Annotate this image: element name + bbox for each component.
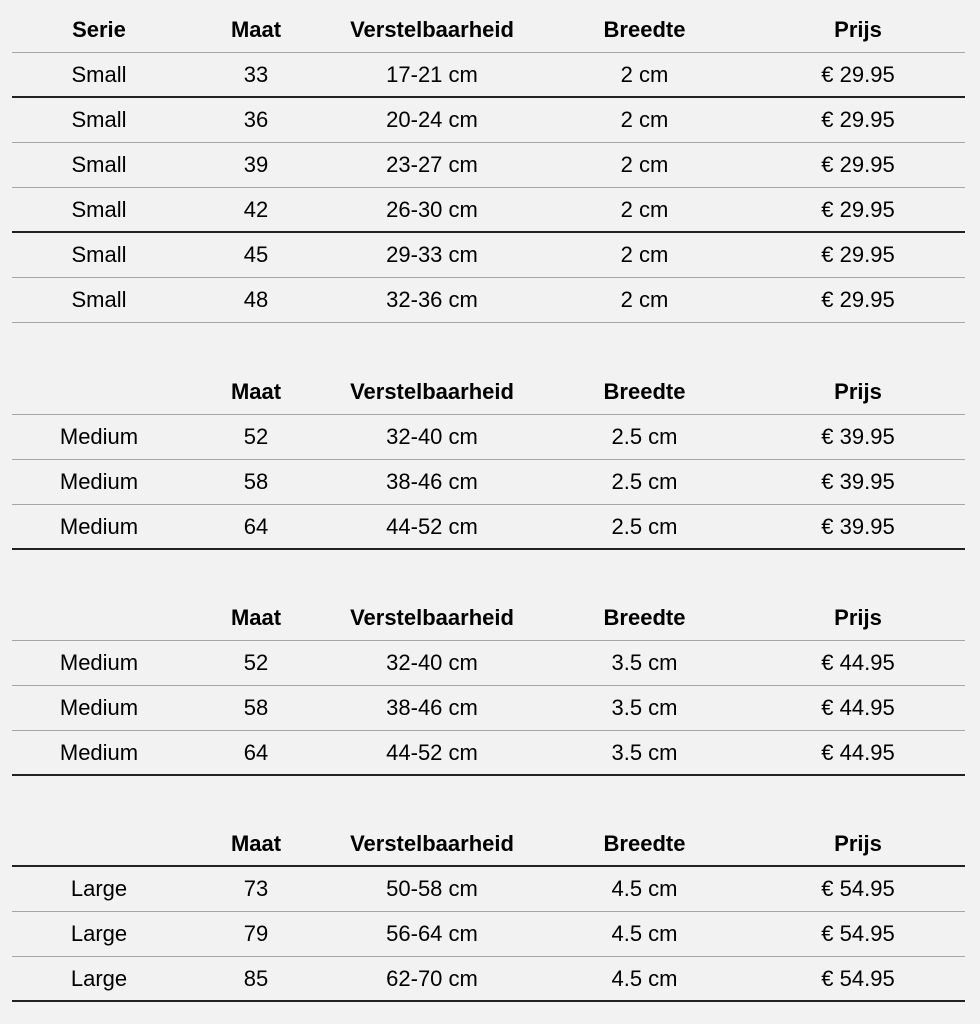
cell-maat: 39 xyxy=(243,152,269,177)
cell-prijs: € 54.95 xyxy=(821,876,895,901)
table-row xyxy=(12,143,965,188)
header-prijs: Prijs xyxy=(834,605,882,630)
table-row xyxy=(12,505,965,550)
cell-verstelbaarheid: 20-24 cm xyxy=(386,107,478,132)
cell-verstelbaarheid: 50-58 cm xyxy=(386,876,478,901)
cell-maat: 33 xyxy=(243,61,269,87)
table-row xyxy=(12,415,965,460)
cell-prijs: € 29.95 xyxy=(821,107,895,132)
cell-verstelbaarheid: 56-64 cm xyxy=(386,921,478,946)
cell-serie: Medium xyxy=(59,469,139,494)
header-breedte: Breedte xyxy=(603,605,686,630)
table-row xyxy=(12,867,965,912)
table-row xyxy=(12,912,965,957)
table-row xyxy=(12,731,965,776)
cell-serie: Medium xyxy=(59,739,139,765)
table-row xyxy=(12,278,965,323)
header-breedte: Breedte xyxy=(603,17,686,42)
cell-maat: 64 xyxy=(243,739,269,765)
cell-serie: Small xyxy=(71,152,127,177)
cell-breedte: 2 cm xyxy=(620,61,669,87)
header-serie: Serie xyxy=(72,17,126,42)
cell-breedte: 2 cm xyxy=(620,152,669,177)
table-header xyxy=(12,8,965,53)
size-table-small xyxy=(12,8,965,323)
cell-maat: 58 xyxy=(243,695,269,720)
table-row xyxy=(12,957,965,1002)
cell-prijs: € 29.95 xyxy=(821,287,895,312)
header-prijs: Prijs xyxy=(834,830,882,856)
cell-verstelbaarheid: 17-21 cm xyxy=(386,61,478,87)
header-verstelbaarheid: Verstelbaarheid xyxy=(350,605,514,630)
cell-prijs: € 39.95 xyxy=(821,469,895,494)
cell-verstelbaarheid: 32-36 cm xyxy=(386,287,478,312)
header-verstelbaarheid: Verstelbaarheid xyxy=(350,17,514,42)
cell-maat: 45 xyxy=(243,242,269,267)
cell-serie: Large xyxy=(70,876,128,901)
cell-verstelbaarheid: 32-40 cm xyxy=(386,424,478,449)
header-verstelbaarheid: Verstelbaarheid xyxy=(350,830,514,856)
cell-prijs: € 44.95 xyxy=(821,695,895,720)
table-row xyxy=(12,188,965,233)
table-row xyxy=(12,460,965,505)
cell-breedte: 2.5 cm xyxy=(611,469,678,494)
size-table-large xyxy=(12,822,965,1002)
cell-prijs: € 29.95 xyxy=(821,61,895,87)
cell-serie: Medium xyxy=(59,695,139,720)
cell-breedte: 2 cm xyxy=(620,242,669,267)
header-breedte: Breedte xyxy=(603,379,686,404)
table-row xyxy=(12,53,965,98)
table-header xyxy=(12,822,965,867)
cell-maat: 42 xyxy=(243,196,269,222)
cell-maat: 52 xyxy=(243,424,269,449)
cell-serie: Medium xyxy=(59,650,139,675)
size-table-medium-3-5 xyxy=(12,596,965,776)
cell-prijs: € 44.95 xyxy=(821,650,895,675)
table-row xyxy=(12,686,965,731)
cell-prijs: € 54.95 xyxy=(821,921,895,946)
table-row xyxy=(12,233,965,278)
cell-serie: Small xyxy=(71,61,127,87)
cell-serie: Large xyxy=(70,965,128,991)
table-header xyxy=(12,370,965,415)
cell-breedte: 4.5 cm xyxy=(611,876,678,901)
cell-breedte: 4.5 cm xyxy=(611,965,678,991)
header-maat: Maat xyxy=(230,17,282,42)
cell-maat: 52 xyxy=(243,650,269,675)
cell-prijs: € 39.95 xyxy=(821,513,895,539)
cell-maat: 79 xyxy=(243,921,269,946)
header-maat: Maat xyxy=(230,830,282,856)
cell-serie: Large xyxy=(70,921,128,946)
header-prijs: Prijs xyxy=(834,379,882,404)
cell-verstelbaarheid: 44-52 cm xyxy=(386,513,478,539)
cell-verstelbaarheid: 32-40 cm xyxy=(386,650,478,675)
cell-verstelbaarheid: 23-27 cm xyxy=(386,152,478,177)
table-row xyxy=(12,98,965,143)
cell-breedte: 3.5 cm xyxy=(611,739,678,765)
cell-breedte: 2 cm xyxy=(620,107,669,132)
cell-serie: Medium xyxy=(59,513,139,539)
cell-serie: Small xyxy=(71,196,127,222)
cell-breedte: 3.5 cm xyxy=(611,695,678,720)
cell-verstelbaarheid: 29-33 cm xyxy=(386,242,478,267)
cell-verstelbaarheid: 38-46 cm xyxy=(386,469,478,494)
table-row xyxy=(12,641,965,686)
cell-maat: 48 xyxy=(243,287,269,312)
cell-serie: Small xyxy=(71,242,127,267)
header-prijs: Prijs xyxy=(834,17,882,42)
cell-breedte: 4.5 cm xyxy=(611,921,678,946)
cell-prijs: € 29.95 xyxy=(821,242,895,267)
cell-breedte: 2 cm xyxy=(620,287,669,312)
header-maat: Maat xyxy=(230,379,282,404)
cell-prijs: € 29.95 xyxy=(821,196,895,222)
cell-prijs: € 39.95 xyxy=(821,424,895,449)
cell-prijs: € 44.95 xyxy=(821,739,895,765)
cell-maat: 36 xyxy=(243,107,269,132)
cell-serie: Small xyxy=(71,107,127,132)
cell-breedte: 2 cm xyxy=(620,196,669,222)
size-table-medium-2-5 xyxy=(12,370,965,550)
cell-breedte: 2.5 cm xyxy=(611,424,678,449)
cell-verstelbaarheid: 44-52 cm xyxy=(386,739,478,765)
cell-maat: 73 xyxy=(243,876,269,901)
cell-maat: 58 xyxy=(243,469,269,494)
cell-serie: Medium xyxy=(59,424,139,449)
table-header xyxy=(12,596,965,641)
cell-maat: 64 xyxy=(243,513,269,539)
header-maat: Maat xyxy=(230,605,282,630)
cell-verstelbaarheid: 26-30 cm xyxy=(386,196,478,222)
cell-maat: 85 xyxy=(243,965,269,991)
cell-prijs: € 29.95 xyxy=(821,152,895,177)
cell-serie: Small xyxy=(71,287,127,312)
cell-verstelbaarheid: 38-46 cm xyxy=(386,695,478,720)
cell-verstelbaarheid: 62-70 cm xyxy=(386,965,478,991)
header-breedte: Breedte xyxy=(603,830,686,856)
cell-breedte: 3.5 cm xyxy=(611,650,678,675)
cell-prijs: € 54.95 xyxy=(821,965,895,991)
cell-breedte: 2.5 cm xyxy=(611,513,678,539)
header-verstelbaarheid: Verstelbaarheid xyxy=(350,379,514,404)
